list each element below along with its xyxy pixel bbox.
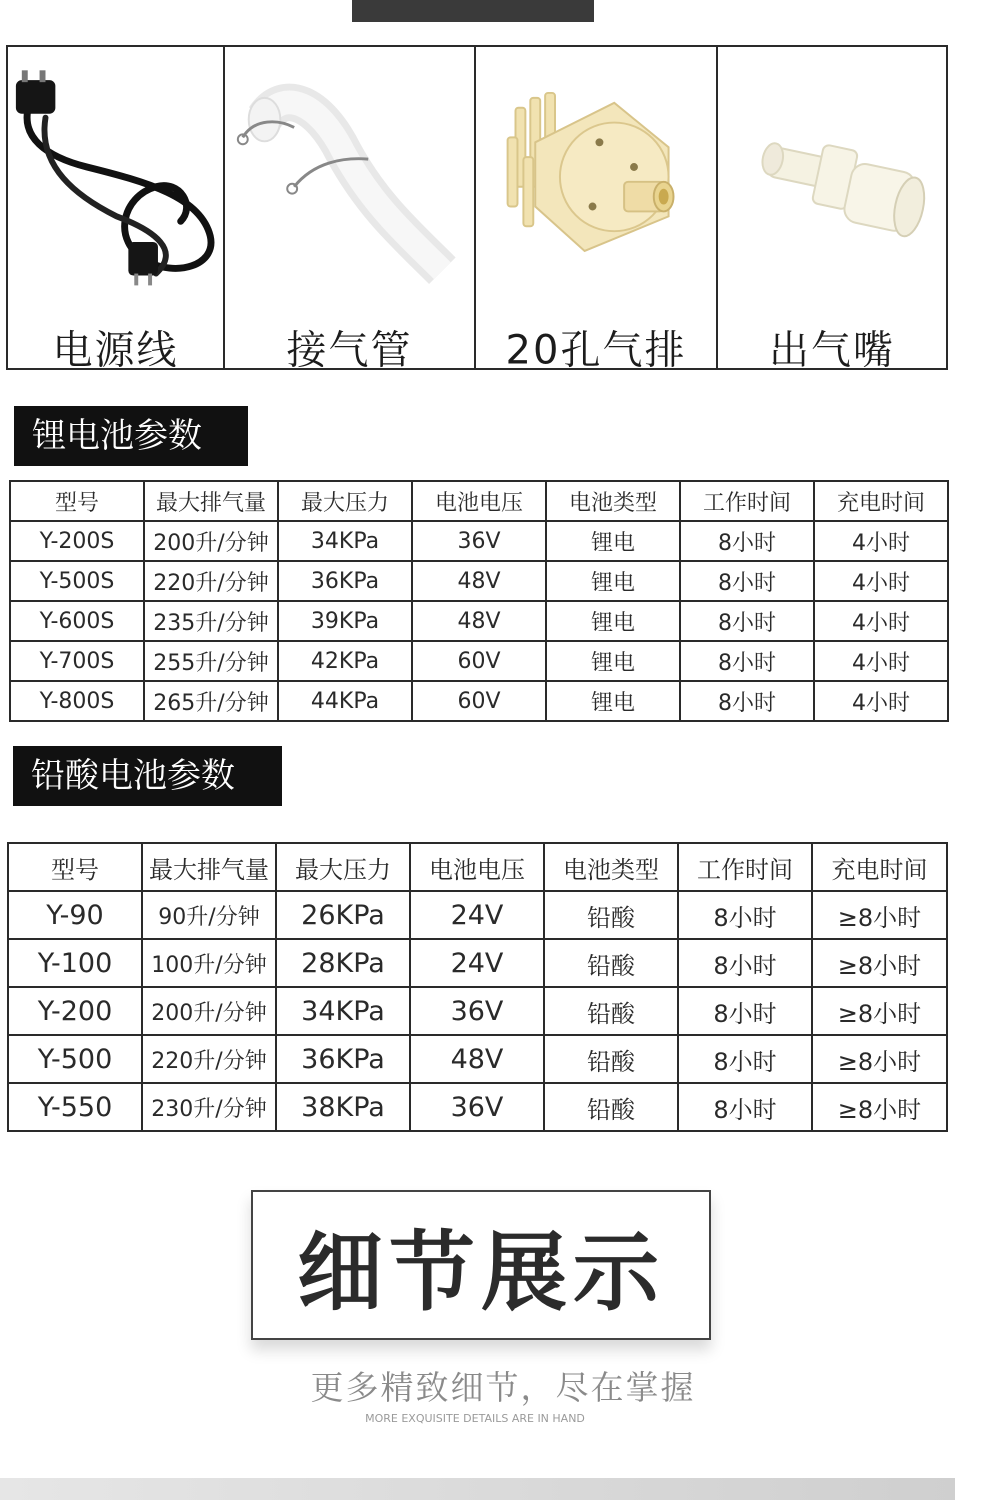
cell-model: Y-500S xyxy=(10,561,144,601)
accessories-grid xyxy=(6,45,948,374)
header-max-pressure: 最大压力 xyxy=(276,843,410,891)
cell-airflow: 265升/分钟 xyxy=(144,681,278,721)
accessory-label: 出气嘴 xyxy=(768,327,895,374)
accessory-label: 电源线 xyxy=(52,327,179,374)
accessory-air-nozzle xyxy=(718,47,946,374)
cell-charge-time: 4小时 xyxy=(814,561,948,601)
top-decor-bar xyxy=(352,0,594,22)
cell-voltage: 24V xyxy=(410,891,544,939)
cell-work-time: 8小时 xyxy=(678,891,812,939)
cell-model: Y-800S xyxy=(10,681,144,721)
table-row xyxy=(8,987,947,1035)
accessory-air-diffuser xyxy=(476,47,718,374)
cell-pressure: 34KPa xyxy=(276,987,410,1035)
cell-voltage: 48V xyxy=(412,561,546,601)
cell-charge-time: 4小时 xyxy=(814,641,948,681)
cell-work-time: 8小时 xyxy=(678,939,812,987)
header-charge-time: 充电时间 xyxy=(814,481,948,521)
accessory-label: 20孔气排 xyxy=(505,327,687,374)
cell-pressure: 36KPa xyxy=(278,561,412,601)
table-row xyxy=(8,1083,947,1131)
cell-pressure: 44KPa xyxy=(278,681,412,721)
cell-voltage: 48V xyxy=(410,1035,544,1083)
accessory-power-cord xyxy=(8,47,225,374)
air-diffuser-icon xyxy=(476,47,716,287)
cell-type: 铅酸 xyxy=(544,1083,678,1131)
cell-pressure: 28KPa xyxy=(276,939,410,987)
cell-airflow: 230升/分钟 xyxy=(142,1083,276,1131)
cell-voltage: 60V xyxy=(412,641,546,681)
table-row xyxy=(10,641,948,681)
cell-model: Y-700S xyxy=(10,641,144,681)
cell-airflow: 220升/分钟 xyxy=(144,561,278,601)
cell-voltage: 36V xyxy=(410,1083,544,1131)
cell-voltage: 60V xyxy=(412,681,546,721)
cell-type: 铅酸 xyxy=(544,891,678,939)
header-battery-type: 电池类型 xyxy=(544,843,678,891)
table-row xyxy=(8,939,947,987)
cell-model: Y-200 xyxy=(8,987,142,1035)
cell-charge-time: ≥8小时 xyxy=(812,939,947,987)
cell-model: Y-100 xyxy=(8,939,142,987)
table-row xyxy=(10,601,948,641)
header-max-airflow: 最大排气量 xyxy=(142,843,276,891)
cell-type: 锂电 xyxy=(546,521,680,561)
cell-airflow: 200升/分钟 xyxy=(142,987,276,1035)
power-cord-icon xyxy=(8,47,223,287)
cell-charge-time: 4小时 xyxy=(814,601,948,641)
cell-pressure: 42KPa xyxy=(278,641,412,681)
cell-work-time: 8小时 xyxy=(680,601,814,641)
header-model: 型号 xyxy=(8,843,142,891)
cell-work-time: 8小时 xyxy=(678,1083,812,1131)
header-battery-voltage: 电池电压 xyxy=(410,843,544,891)
detail-subtitle-en: MORE EXQUISITE DETAILS ARE IN HAND xyxy=(365,1412,585,1425)
cell-airflow: 200升/分钟 xyxy=(144,521,278,561)
cell-charge-time: 4小时 xyxy=(814,681,948,721)
lithium-section-title: 锂电池参数 xyxy=(14,406,248,466)
cell-type: 锂电 xyxy=(546,641,680,681)
table-row xyxy=(10,681,948,721)
cell-airflow: 235升/分钟 xyxy=(144,601,278,641)
cell-charge-time: ≥8小时 xyxy=(812,891,947,939)
air-hose-icon xyxy=(225,47,474,287)
table-header-row xyxy=(10,481,948,521)
header-model: 型号 xyxy=(10,481,144,521)
cell-pressure: 26KPa xyxy=(276,891,410,939)
header-battery-voltage: 电池电压 xyxy=(412,481,546,521)
cell-model: Y-200S xyxy=(10,521,144,561)
cell-airflow: 220升/分钟 xyxy=(142,1035,276,1083)
cell-type: 锂电 xyxy=(546,561,680,601)
cell-voltage: 24V xyxy=(410,939,544,987)
cell-pressure: 38KPa xyxy=(276,1083,410,1131)
cell-work-time: 8小时 xyxy=(678,1035,812,1083)
detail-title: 细节展示 xyxy=(297,1223,665,1323)
cell-work-time: 8小时 xyxy=(678,987,812,1035)
detail-banner xyxy=(251,1190,711,1340)
cell-type: 锂电 xyxy=(546,681,680,721)
cell-charge-time: 4小时 xyxy=(814,521,948,561)
detail-subtitle: 更多精致细节，尽在掌握 xyxy=(310,1368,696,1407)
cell-model: Y-550 xyxy=(8,1083,142,1131)
cell-pressure: 34KPa xyxy=(278,521,412,561)
cell-voltage: 36V xyxy=(410,987,544,1035)
cell-work-time: 8小时 xyxy=(680,561,814,601)
lithium-spec-table xyxy=(9,480,949,722)
cell-model: Y-90 xyxy=(8,891,142,939)
cell-type: 铅酸 xyxy=(544,939,678,987)
header-max-airflow: 最大排气量 xyxy=(144,481,278,521)
table-row xyxy=(10,561,948,601)
header-charge-time: 充电时间 xyxy=(812,843,947,891)
accessory-air-hose xyxy=(225,47,476,374)
cell-charge-time: ≥8小时 xyxy=(812,1035,947,1083)
cell-airflow: 255升/分钟 xyxy=(144,641,278,681)
cell-type: 铅酸 xyxy=(544,987,678,1035)
cell-voltage: 48V xyxy=(412,601,546,641)
air-nozzle-icon xyxy=(718,47,946,287)
table-row xyxy=(8,891,947,939)
cell-charge-time: ≥8小时 xyxy=(812,987,947,1035)
cell-charge-time: ≥8小时 xyxy=(812,1083,947,1131)
table-header-row xyxy=(8,843,947,891)
header-max-pressure: 最大压力 xyxy=(278,481,412,521)
cell-model: Y-500 xyxy=(8,1035,142,1083)
cell-airflow: 100升/分钟 xyxy=(142,939,276,987)
table-row xyxy=(10,521,948,561)
cell-voltage: 36V xyxy=(412,521,546,561)
cell-pressure: 39KPa xyxy=(278,601,412,641)
cell-work-time: 8小时 xyxy=(680,681,814,721)
cell-pressure: 36KPa xyxy=(276,1035,410,1083)
header-battery-type: 电池类型 xyxy=(546,481,680,521)
leadacid-spec-table xyxy=(7,842,948,1132)
cell-work-time: 8小时 xyxy=(680,521,814,561)
header-work-time: 工作时间 xyxy=(678,843,812,891)
header-work-time: 工作时间 xyxy=(680,481,814,521)
bottom-decor-band xyxy=(0,1478,955,1500)
cell-model: Y-600S xyxy=(10,601,144,641)
cell-type: 锂电 xyxy=(546,601,680,641)
cell-airflow: 90升/分钟 xyxy=(142,891,276,939)
table-row xyxy=(8,1035,947,1083)
leadacid-section-title: 铅酸电池参数 xyxy=(13,746,282,806)
cell-work-time: 8小时 xyxy=(680,641,814,681)
accessory-label: 接气管 xyxy=(286,327,413,374)
cell-type: 铅酸 xyxy=(544,1035,678,1083)
